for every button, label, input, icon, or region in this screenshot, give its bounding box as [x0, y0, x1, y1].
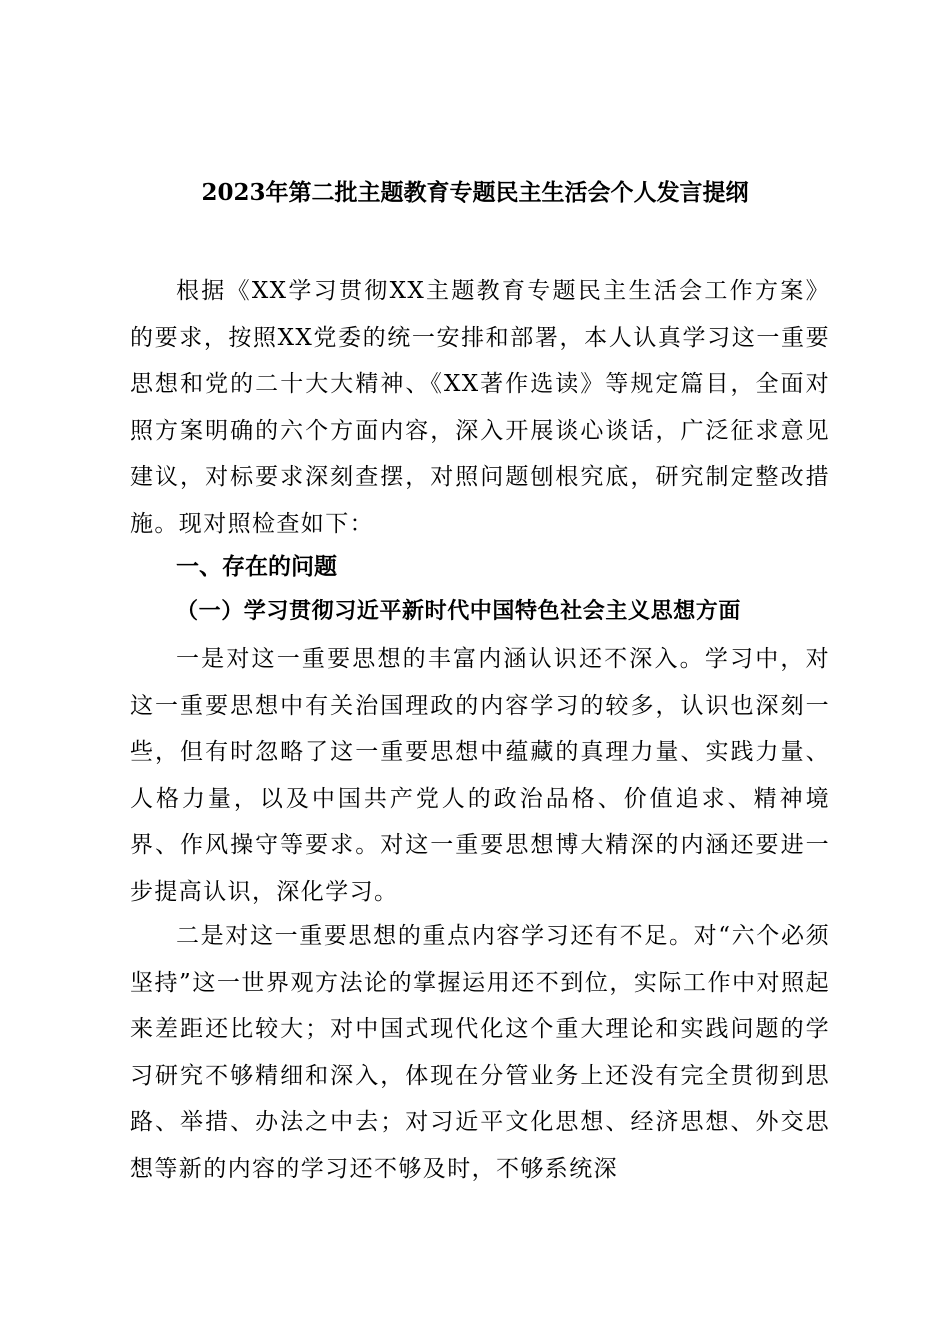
- section-heading: 一、存在的问题: [176, 554, 337, 580]
- paragraph-point-two: 二是对这一重要思想的重点内容学习还有不足。对“六个必须坚持”这一世界观方法论的掌握运用还不到位，实际工作中对照起来差距还比较大；对中国式现代化这个重大理论和实践问题的学习研究不够精细和深入，体现在分管业务上还没有完全贯彻到思路、举措、办法之中去；对习近平文化思想、经济思想、外交思想等新的内容的学习还不够及时，不够系统深: [130, 923, 830, 1182]
- intro-paragraph: 根据《XX学习贯彻XX主题教育专题民主生活会工作方案》的要求，按照XX党委的统一安排和部署，本人认真学习这一重要思想和党的二十大大精神、《XX著作选读》等规定篇目，全面对照方案明确的六个方面内容，深入开展谈心谈话，广泛征求意见建议，对标要求深刻查摆，对照问题刨根究底，研究制定整改措施。现对照检查如下：: [130, 278, 830, 537]
- subsection-heading: （一）学习贯彻习近平新时代中国特色社会主义思想方面: [176, 599, 742, 624]
- document-title: 2023年第二批主题教育专题民主生活会个人发言提纲: [201, 179, 749, 206]
- paragraph-point-one: 一是对这一重要思想的丰富内涵认识还不深入。学习中，对这一重要思想中有关治国理政的内容学习的较多，认识也深刻一些，但有时忽略了这一重要思想中蕴藏的真理力量、实践力量、人格力量，以及中国共产党人的政治品格、价值追求、精神境界、作风操守等要求。对这一重要思想博大精深的内涵还要进一步提高认识，深化学习。: [130, 646, 830, 905]
